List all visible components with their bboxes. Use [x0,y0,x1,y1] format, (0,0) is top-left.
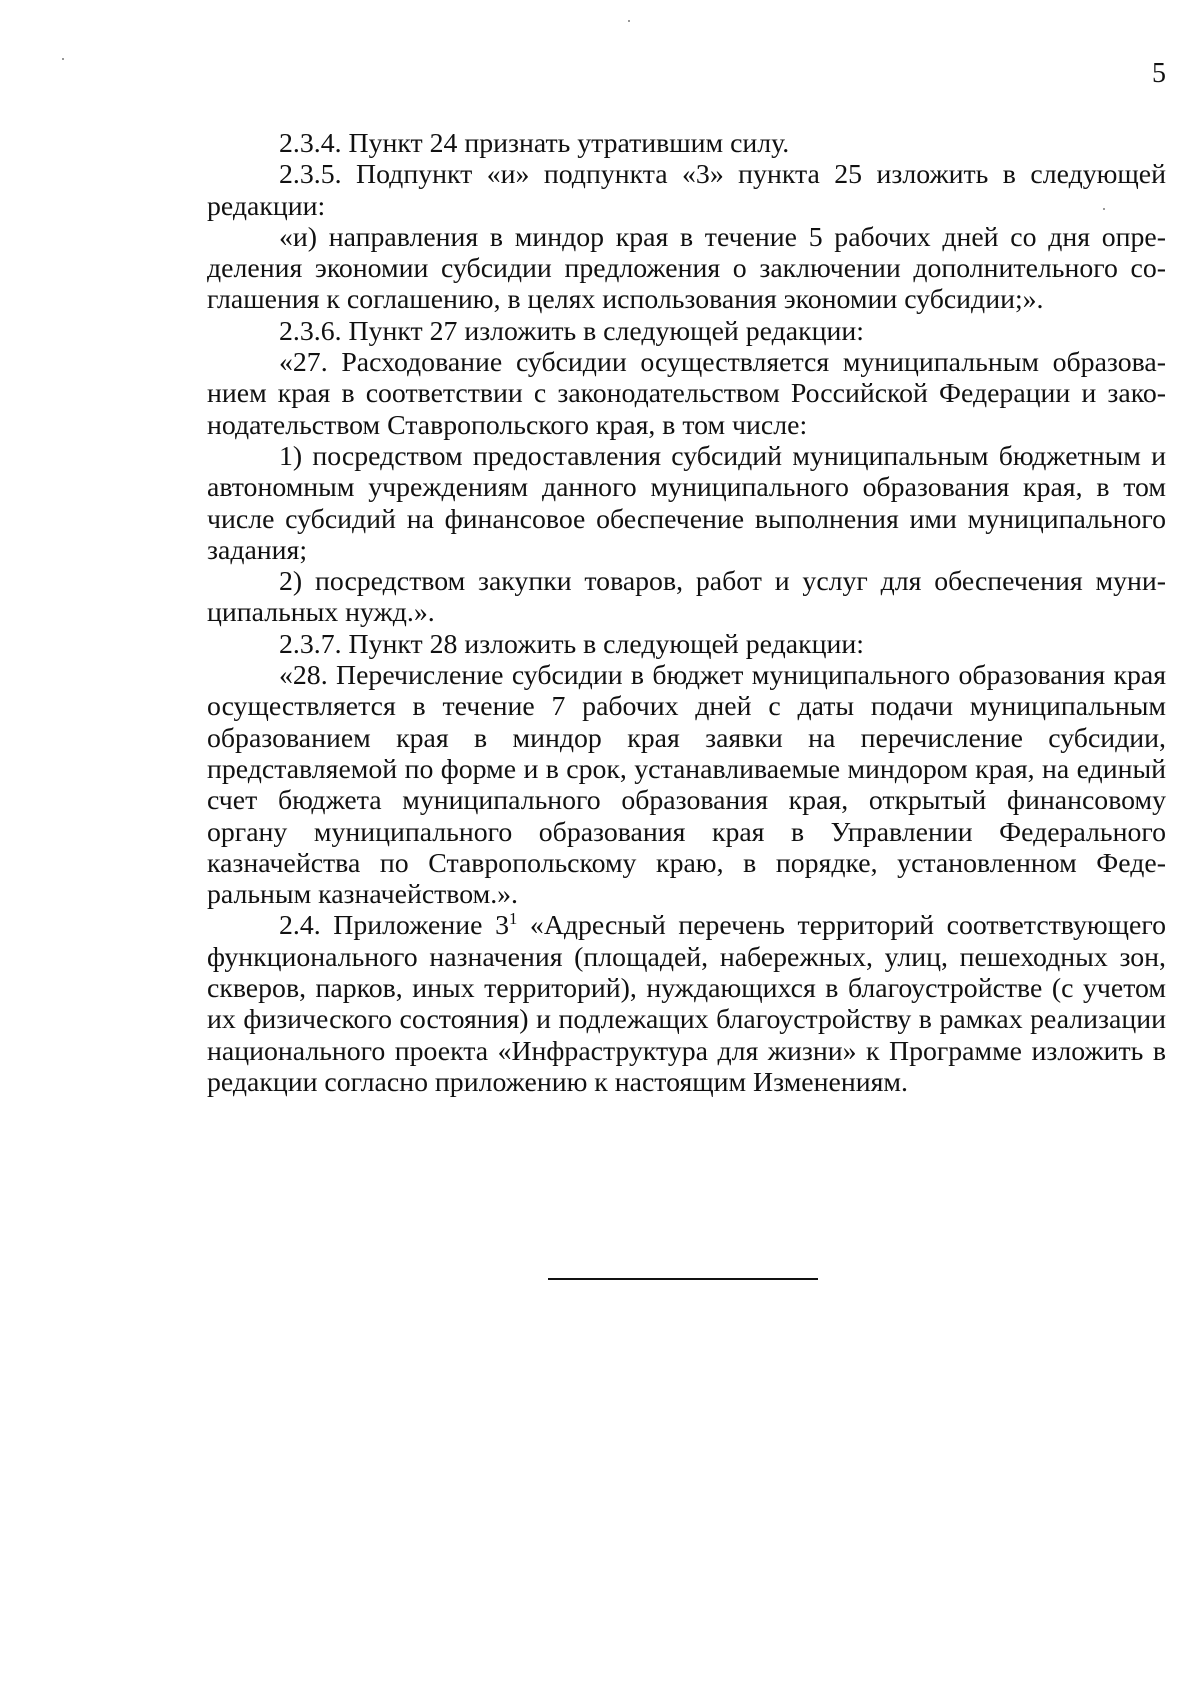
scan-speck [628,20,630,22]
scan-speck [62,58,64,60]
paragraph-2-4-rest: «Адресный перечень территорий соответствующего функционального назначения (площадей, набережных, улиц, пешеходных зон, скверов, парков, иных территорий), нуждающихся в благоустройстве (с учетом их физического состояния) и подлежащих благоустройству в рамках реализации национального проекта «Инфраструктура для жизни» к Программе изложить в редакции согласно приложению к настоящим Изменениям. [207,910,1166,1098]
superscript-index: 1 [508,909,518,929]
paragraph-2-3-6: 2.3.6. Пункт 27 изложить в следующей редакции: [279,315,864,347]
end-of-text-rule [548,1278,818,1280]
page-number: 5 [1152,58,1166,89]
paragraph-2-3-5: 2.3.5. Подпункт «и» подпункта «3» пункта 25 изложить в следующей редакции: [207,159,1166,222]
paragraph-item-27-2: 2) посредством закупки товаров, работ и услуг для обеспечения муниципальных нужд.». [207,566,1166,629]
scan-speck [1103,208,1105,210]
paragraph-subitem-i: «и) направления в миндор края в течение 5 рабочих дней со дня определения экономии субсидии предложения о заключении дополнительного соглашения к соглашению, в целях использования экономии субсидии;». [207,221,1166,316]
paragraph-item-27-1: 1) посредством предоставления субсидий муниципальным бюджетным и автономным учреждениям данного муниципального образования края, в том числе субсидий на финансовое обеспечение выполнения ими муниципального задания; [207,440,1166,566]
paragraph-item-27: «27. Расходование субсидии осуществляется муниципальным образованием края в соответствии с законодательством Российской Федерации и законодательством Ставропольского края, в том числе: [207,347,1166,441]
document-body [207,128,1166,1098]
paragraph-2-3-4: 2.3.4. Пункт 24 признать утратившим силу. [279,128,790,159]
paragraph-2-3-7: 2.3.7. Пункт 28 изложить в следующей редакции: [279,628,864,660]
paragraph-2-4 [207,910,1166,1098]
paragraph-2-4-lead: 2.4. Приложение 3 [279,910,509,942]
paragraph-item-28: «28. Перечисление субсидии в бюджет муниципального образования края осуществляется в течение 7 рабочих дней с даты подачи муниципальным образованием края в миндор края заявки на перечисление субсидии, представляемой по форме и в срок, устанавливаемые миндором края, на единый счет бюджета муниципального образования края, открытый финансовому органу муниципального образования края в Управлении Федерального казначейства по Ставропольскому краю, в порядке, установленном Федеральным казначейством.». [207,660,1166,911]
